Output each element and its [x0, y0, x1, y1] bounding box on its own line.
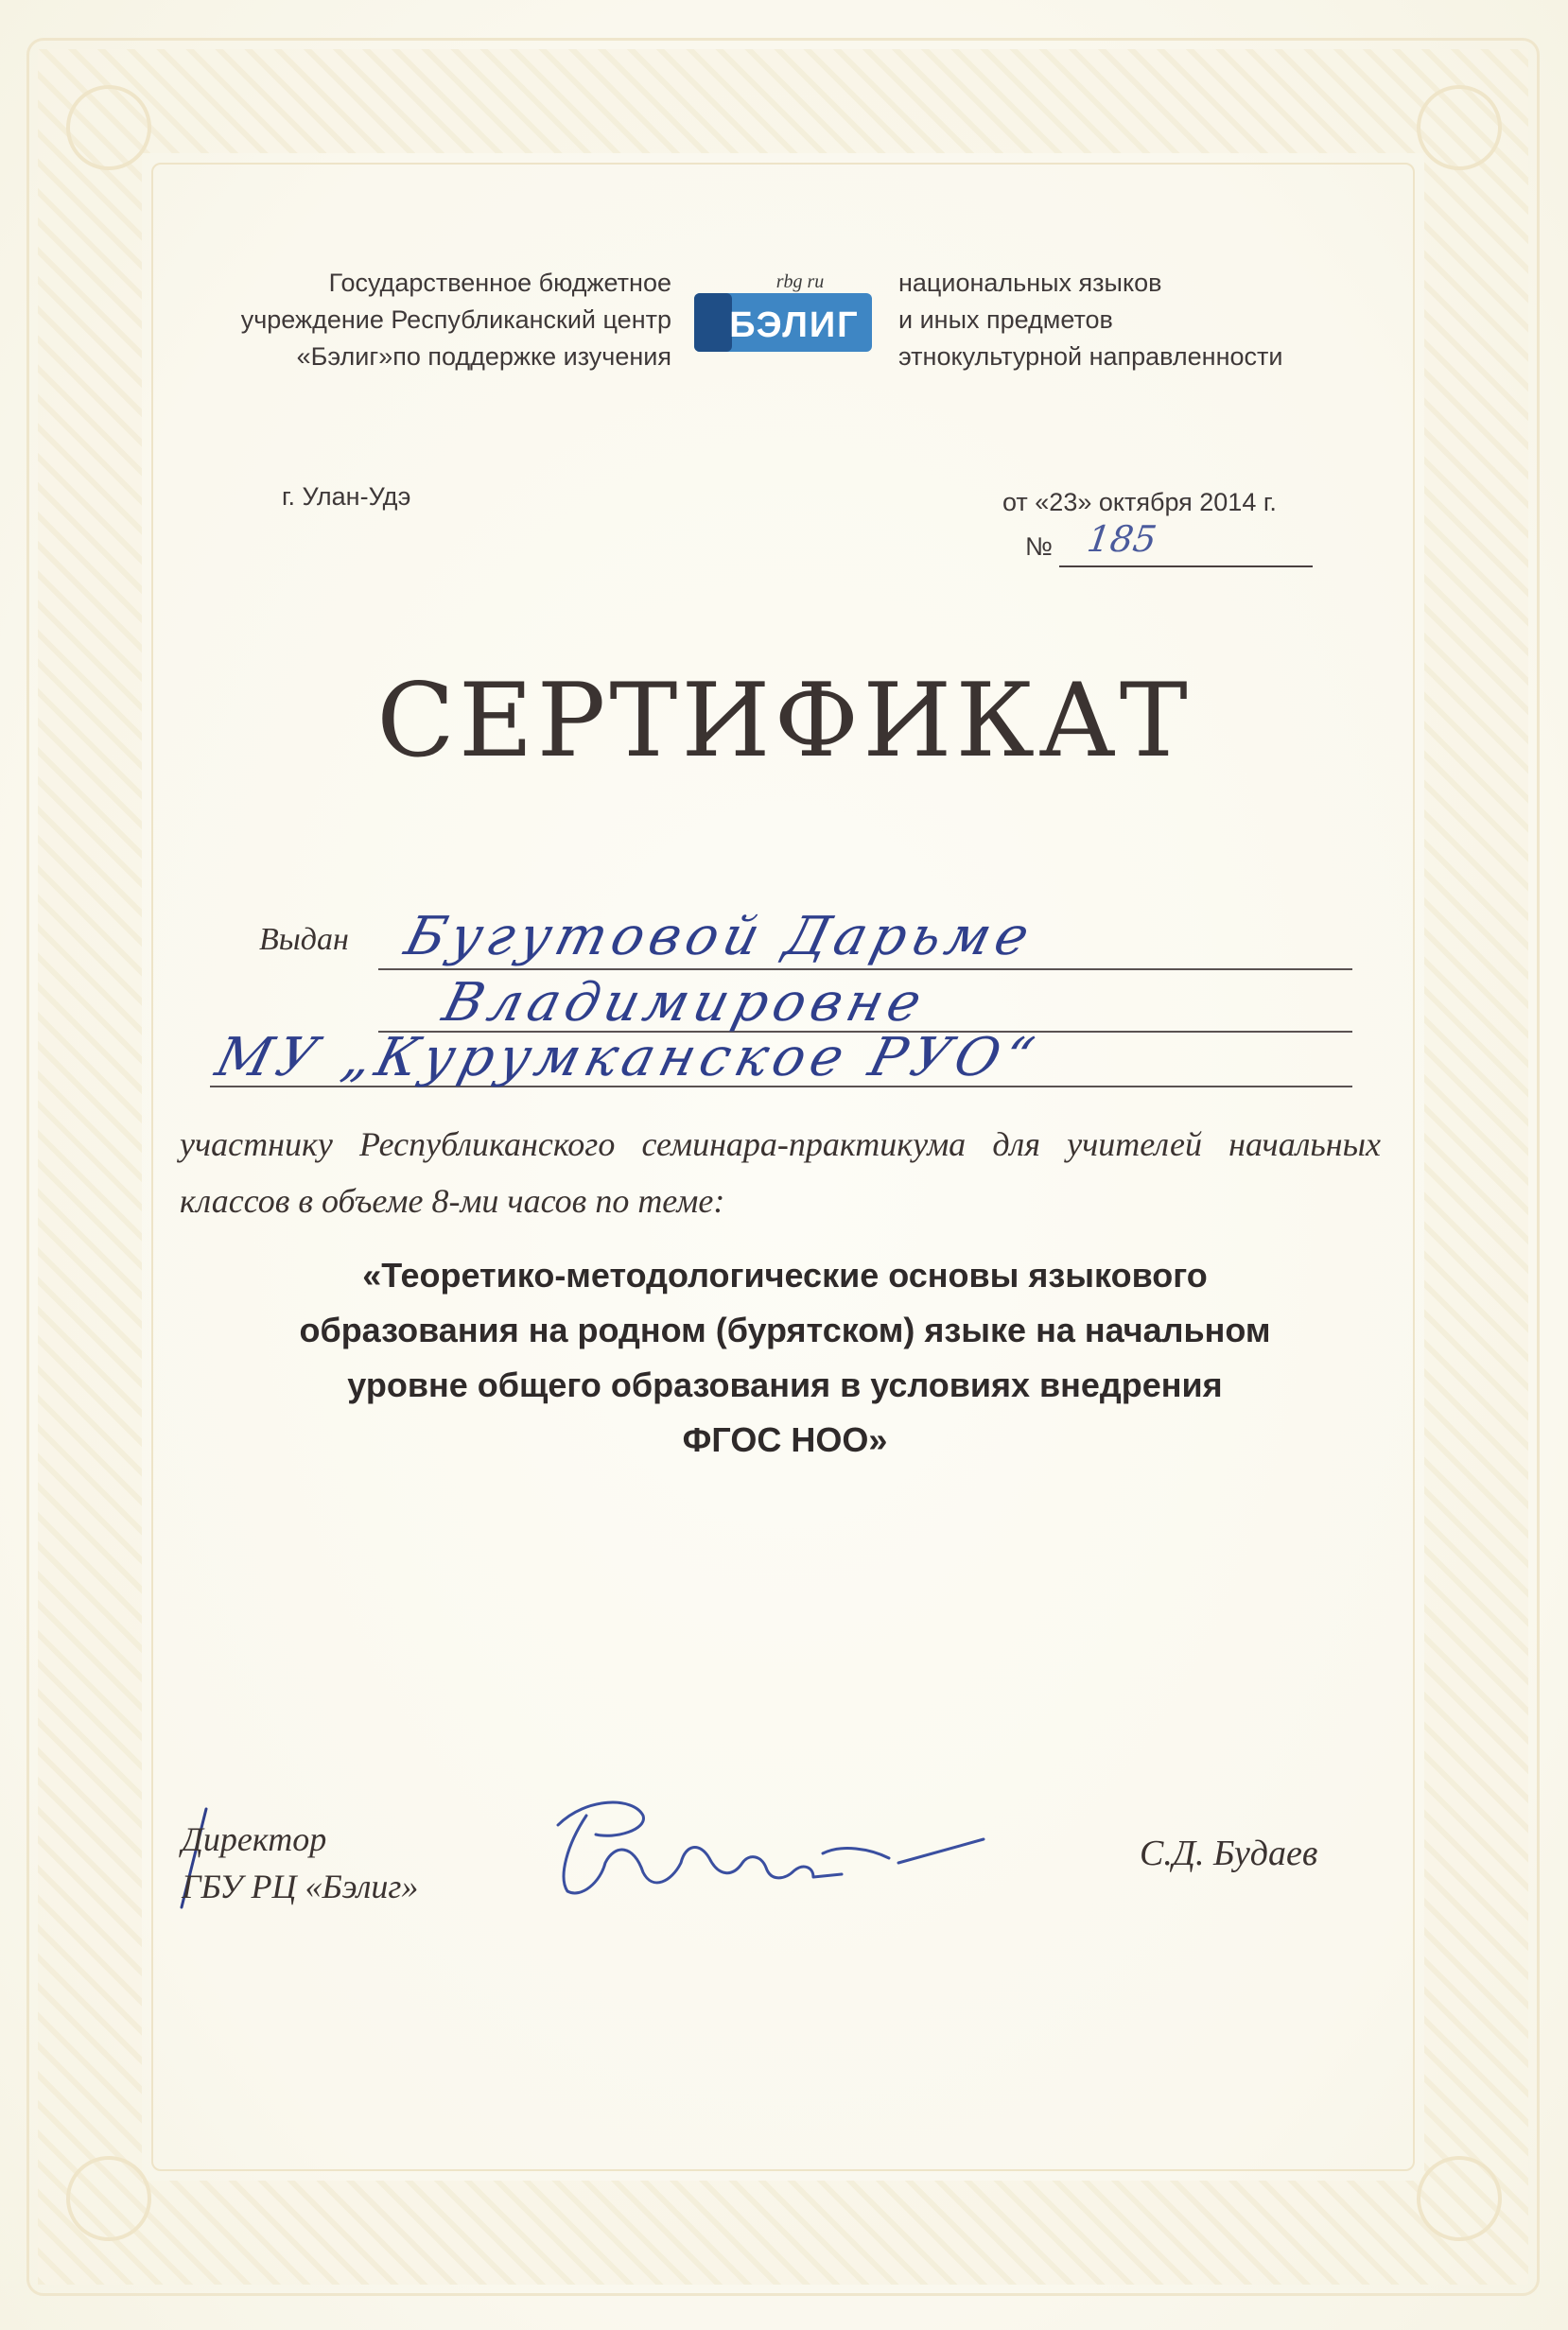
issued-to-label: Выдан [259, 922, 349, 957]
certificate-title: СЕРТИФИКАТ [376, 662, 1192, 780]
issue-date: от «23» октября 2014 г. [1002, 488, 1277, 516]
org-line: этнокультурной направленности [898, 342, 1283, 371]
certificate-number: 185 [1084, 518, 1159, 560]
org-line: «Бэлиг»по поддержке изучения [296, 342, 671, 371]
org-name-left [142, 265, 671, 375]
org-name-right [898, 265, 1371, 375]
recipient-underline [378, 968, 1352, 970]
belig-logo-icon [688, 270, 878, 371]
org-line: учреждение Республиканский центр [240, 305, 671, 334]
ornament-swirl-icon [66, 85, 151, 170]
topic-line: уровне общего образования в условиях внедрения [347, 1365, 1223, 1404]
signatory-title [182, 1816, 418, 1910]
ornament-swirl-icon [1417, 85, 1502, 170]
ornament-swirl-icon [66, 2156, 151, 2241]
participation-text: участнику Республиканского семинара-практикума для учителей начальных классов в объеме 8-ми часов по теме: [180, 1125, 1381, 1220]
org-line: национальных языков [898, 269, 1162, 297]
recipient-surname-name: Бугутовой Дарьме [398, 906, 1041, 967]
logo-main-text: БЭЛИГ [729, 305, 860, 345]
recipient-organization: МУ „Курумканское РУО“ [209, 1027, 1046, 1088]
number-underline [1059, 565, 1313, 567]
signatory-name: С.Д. Будаев [1140, 1834, 1318, 1873]
org-line: Государственное бюджетное [328, 269, 671, 297]
recipient-patronymic: Владимировне [436, 972, 933, 1034]
signatory-org: ГБУ РЦ «Бэлиг» [182, 1868, 419, 1905]
seminar-topic [218, 1248, 1352, 1468]
topic-line: «Теоретико-методологические основы языкового [362, 1256, 1208, 1295]
org-line: и иных предметов [898, 305, 1113, 334]
ornament-swirl-icon [1417, 2156, 1502, 2241]
logo-small-text: rbg ru [775, 271, 825, 292]
topic-line: ФГОС НОО» [682, 1420, 888, 1459]
number-label: № [1025, 532, 1053, 561]
city: г. Улан-Удэ [282, 482, 411, 511]
signatory-position: Директор [182, 1820, 327, 1858]
handwritten-signature-icon [530, 1787, 1002, 1910]
topic-line: образования на родном (бурятском) языке на начальном [299, 1311, 1271, 1349]
